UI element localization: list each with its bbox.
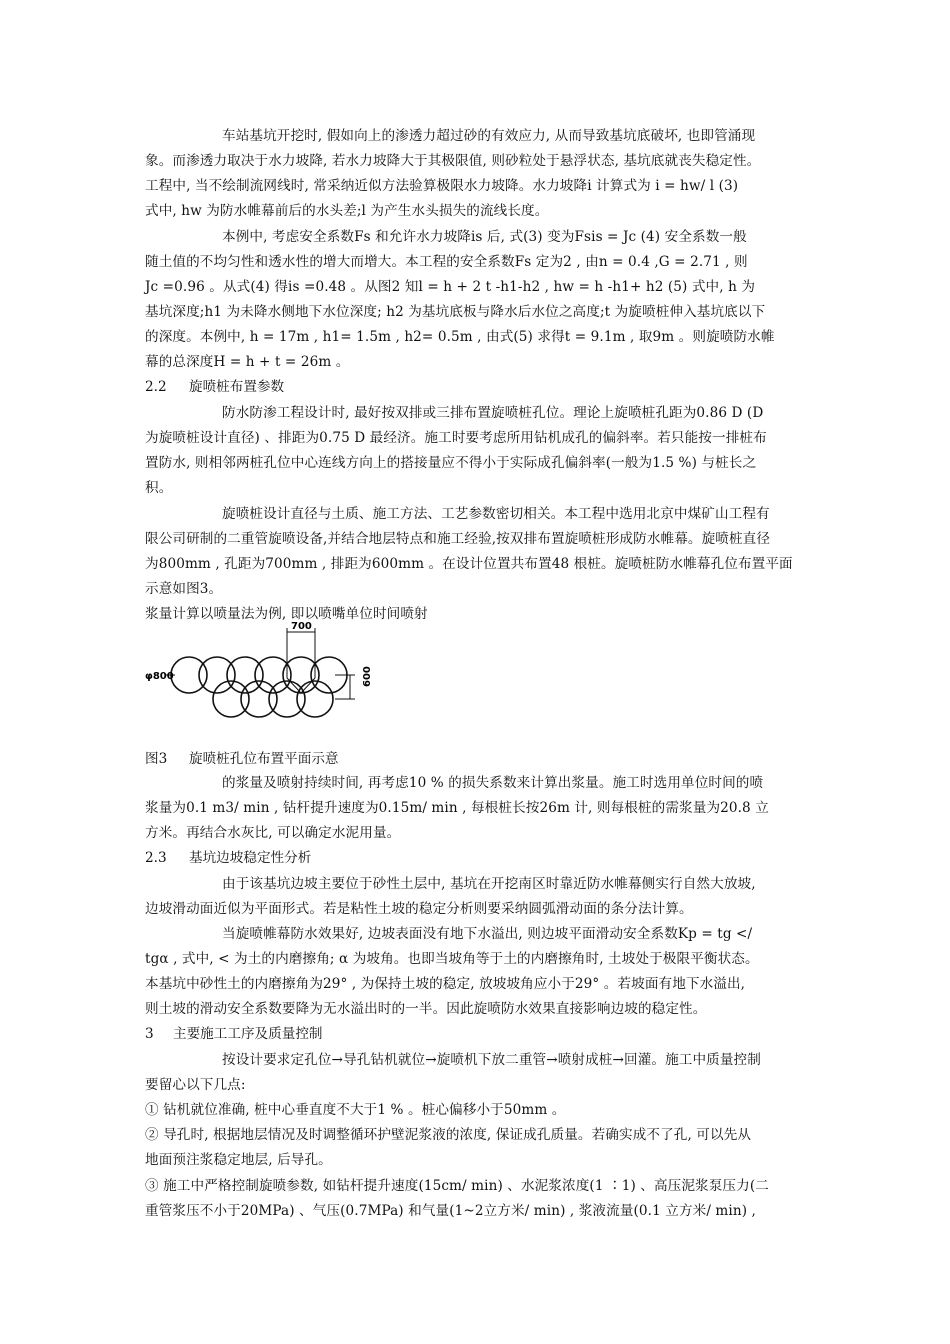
text-line: 示意如图3。 [145,581,223,597]
text-line: 的深度。本例中, h = 17m , h1= 1.5m , h2= 0.5m , 由式(5) 求得t = 9.1m , 取9m 。则旋喷防水帷 [145,329,775,345]
text-line: 象。而渗透力取决于水力坡降, 若水力坡降大于其极限值, 则砂粒处于悬浮状态, 基坑底就丧失稳定性。 [145,153,761,169]
text-line: 的浆量及喷射持续时间, 再考虑10 % 的损失系数来计算出浆量。施工时选用单位时间的喷 [222,775,764,791]
text-line: 为800mm , 孔距为700mm , 排距为600mm 。在设计位置共布置48 根桩。旋喷桩防水帷幕孔位布置平面 [145,556,793,572]
text-line: 按设计要求定孔位→导孔钻机就位→旋喷机下放二重管→喷射成桩→回灌。施工中质量控制 [222,1052,761,1068]
section-title: 主要施工工序及质量控制 [173,1026,323,1042]
text-line: 幕的总深度H = h + t = 26m 。 [145,354,350,370]
list-item-continuation: 重管浆压不小于20MPa) 、气压(0.7MPa) 和气量(1~2立方米/ min) , 浆液流量(0.1 立方米/ min) , [145,1203,756,1219]
text-line: 边坡滑动面近似为平面形式。若是粘性土坡的稳定分析则要采纳圆弧滑动面的条分法计算。 [145,901,693,917]
dim-label-600: 600 [362,666,373,687]
list-item: ③ 施工中严格控制旋喷参数, 如钻杆提升速度(15cm/ min) 、水泥浆浓度(1 ∶1) 、高压泥浆泵压力(二 [145,1178,769,1194]
section-heading-2-2 [145,376,284,398]
text-line: 旋喷桩设计直径与土质、施工方法、工艺参数密切相关。本工程中选用北京中煤矿山工程有 [222,506,770,522]
text-line: 随土值的不均匀性和透水性的增大而增大。本工程的安全系数Fs 定为2 , 由n = 0.4 ,G = 2.71 , 则 [145,254,748,270]
text-line: 积。 [145,480,173,496]
section-number: 2.3 [145,850,167,866]
section-number: 3 [145,1026,154,1042]
section-number: 2.2 [145,379,167,395]
text-line: 车站基坑开挖时, 假如向上的渗透力超过砂的有效应力, 从而导致基坑底破坏, 也即管涌现 [222,128,756,144]
text-line: 当旋喷帷幕防水效果好, 边坡表面没有地下水溢出, 则边坡平面滑动安全系数Kp = tg </ [222,926,753,942]
section-title: 旋喷桩布置参数 [189,379,285,395]
text-line: 基坑深度;h1 为未降水侧地下水位深度; h2 为基坑底板与降水后水位之高度;t 为旋喷桩伸入基坑底以下 [145,304,766,320]
dim-label-700: 700 [291,621,312,632]
text-line: 限公司研制的二重管旋喷设备,并结合地层特点和施工经验,按双排布置旋喷桩形成防水帷幕。旋喷桩直径 [145,531,771,547]
list-item-continuation: 地面预注浆稳定地层, 后导孔。 [145,1152,332,1168]
section-title: 基坑边坡稳定性分析 [189,850,312,866]
dim-label-diameter: φ800 [145,671,174,682]
text-line: 则土坡的滑动安全系数要降为无水溢出时的一半。因此旋喷防水效果直接影响边坡的稳定性。 [145,1001,707,1017]
list-item: ① 钻机就位准确, 桩中心垂直度不大于1 % 。桩心偏移小于50mm 。 [145,1102,566,1118]
text-line: 浆量计算以喷量法为例, 即以喷嘴单位时间喷射 [145,606,428,622]
figure-caption [145,747,339,767]
section-heading-2-3 [145,847,311,869]
text-line: 本基坑中砂性土的内磨擦角为29° , 为保持土坡的稳定, 放坡坡角应小于29° 。若坡面有地下水溢出, [145,976,746,992]
text-line: 式中, hw 为防水帷幕前后的水头差;l 为产生水头损失的流线长度。 [145,203,549,219]
text-line: 要留心以下几点: [145,1077,246,1093]
section-heading-3 [145,1023,323,1045]
list-item: ② 导孔时, 根据地层情况及时调整循环护壁泥浆液的浓度, 保证成孔质量。若确实成不了孔, 可以先从 [145,1127,752,1143]
text-line: tgα , 式中, < 为土的内磨擦角; α 为坡角。也即当坡角等于土的内磨擦角时, 土坡处于极限平衡状态。 [145,951,759,967]
text-line: 工程中, 当不绘制流网线时, 常采纳近似方法验算极限水力坡降。水力坡降i 计算式为 i = hw/ l (3) [145,178,739,194]
figure-number: 图3 [145,751,168,767]
text-line: 本例中, 考虑安全系数Fs 和允许水力坡降is 后, 式(3) 变为Fsis = Jc (4) 安全系数一般 [222,229,747,245]
text-line: Jc =0.96 。从式(4) 得is =0.48 。从图2 知l = h + 2 t -h1-h2 , hw = h -h1+ h2 (5) 式中, h 为 [145,279,756,295]
text-line: 方米。再结合水灰比, 可以确定水泥用量。 [145,825,401,841]
figure-pile-layout [145,618,375,728]
text-line: 为旋喷桩设计直径) 、排距为0.75 D 最经济。施工时要考虑所用钻机成孔的偏斜率。若只能按一排桩布 [145,430,767,446]
text-line: 浆量为0.1 m3/ min , 钻杆提升速度为0.15m/ min , 每根桩长按26m 计, 则每根桩的需浆量为20.8 立 [145,800,769,816]
text-line: 由于该基坑边坡主要位于砂性土层中, 基坑在开挖南区时靠近防水帷幕侧实行自然大放坡, [222,876,756,892]
text-line: 防水防渗工程设计时, 最好按双排或三排布置旋喷桩孔位。理论上旋喷桩孔距为0.86 D (D [222,405,764,421]
text-line: 置防水, 则相邻两桩孔位中心连线方向上的搭接量应不得小于实际成孔偏斜率(一般为1.5 %) 与桩长之 [145,455,757,471]
figure-title: 旋喷桩孔位布置平面示意 [189,751,339,767]
